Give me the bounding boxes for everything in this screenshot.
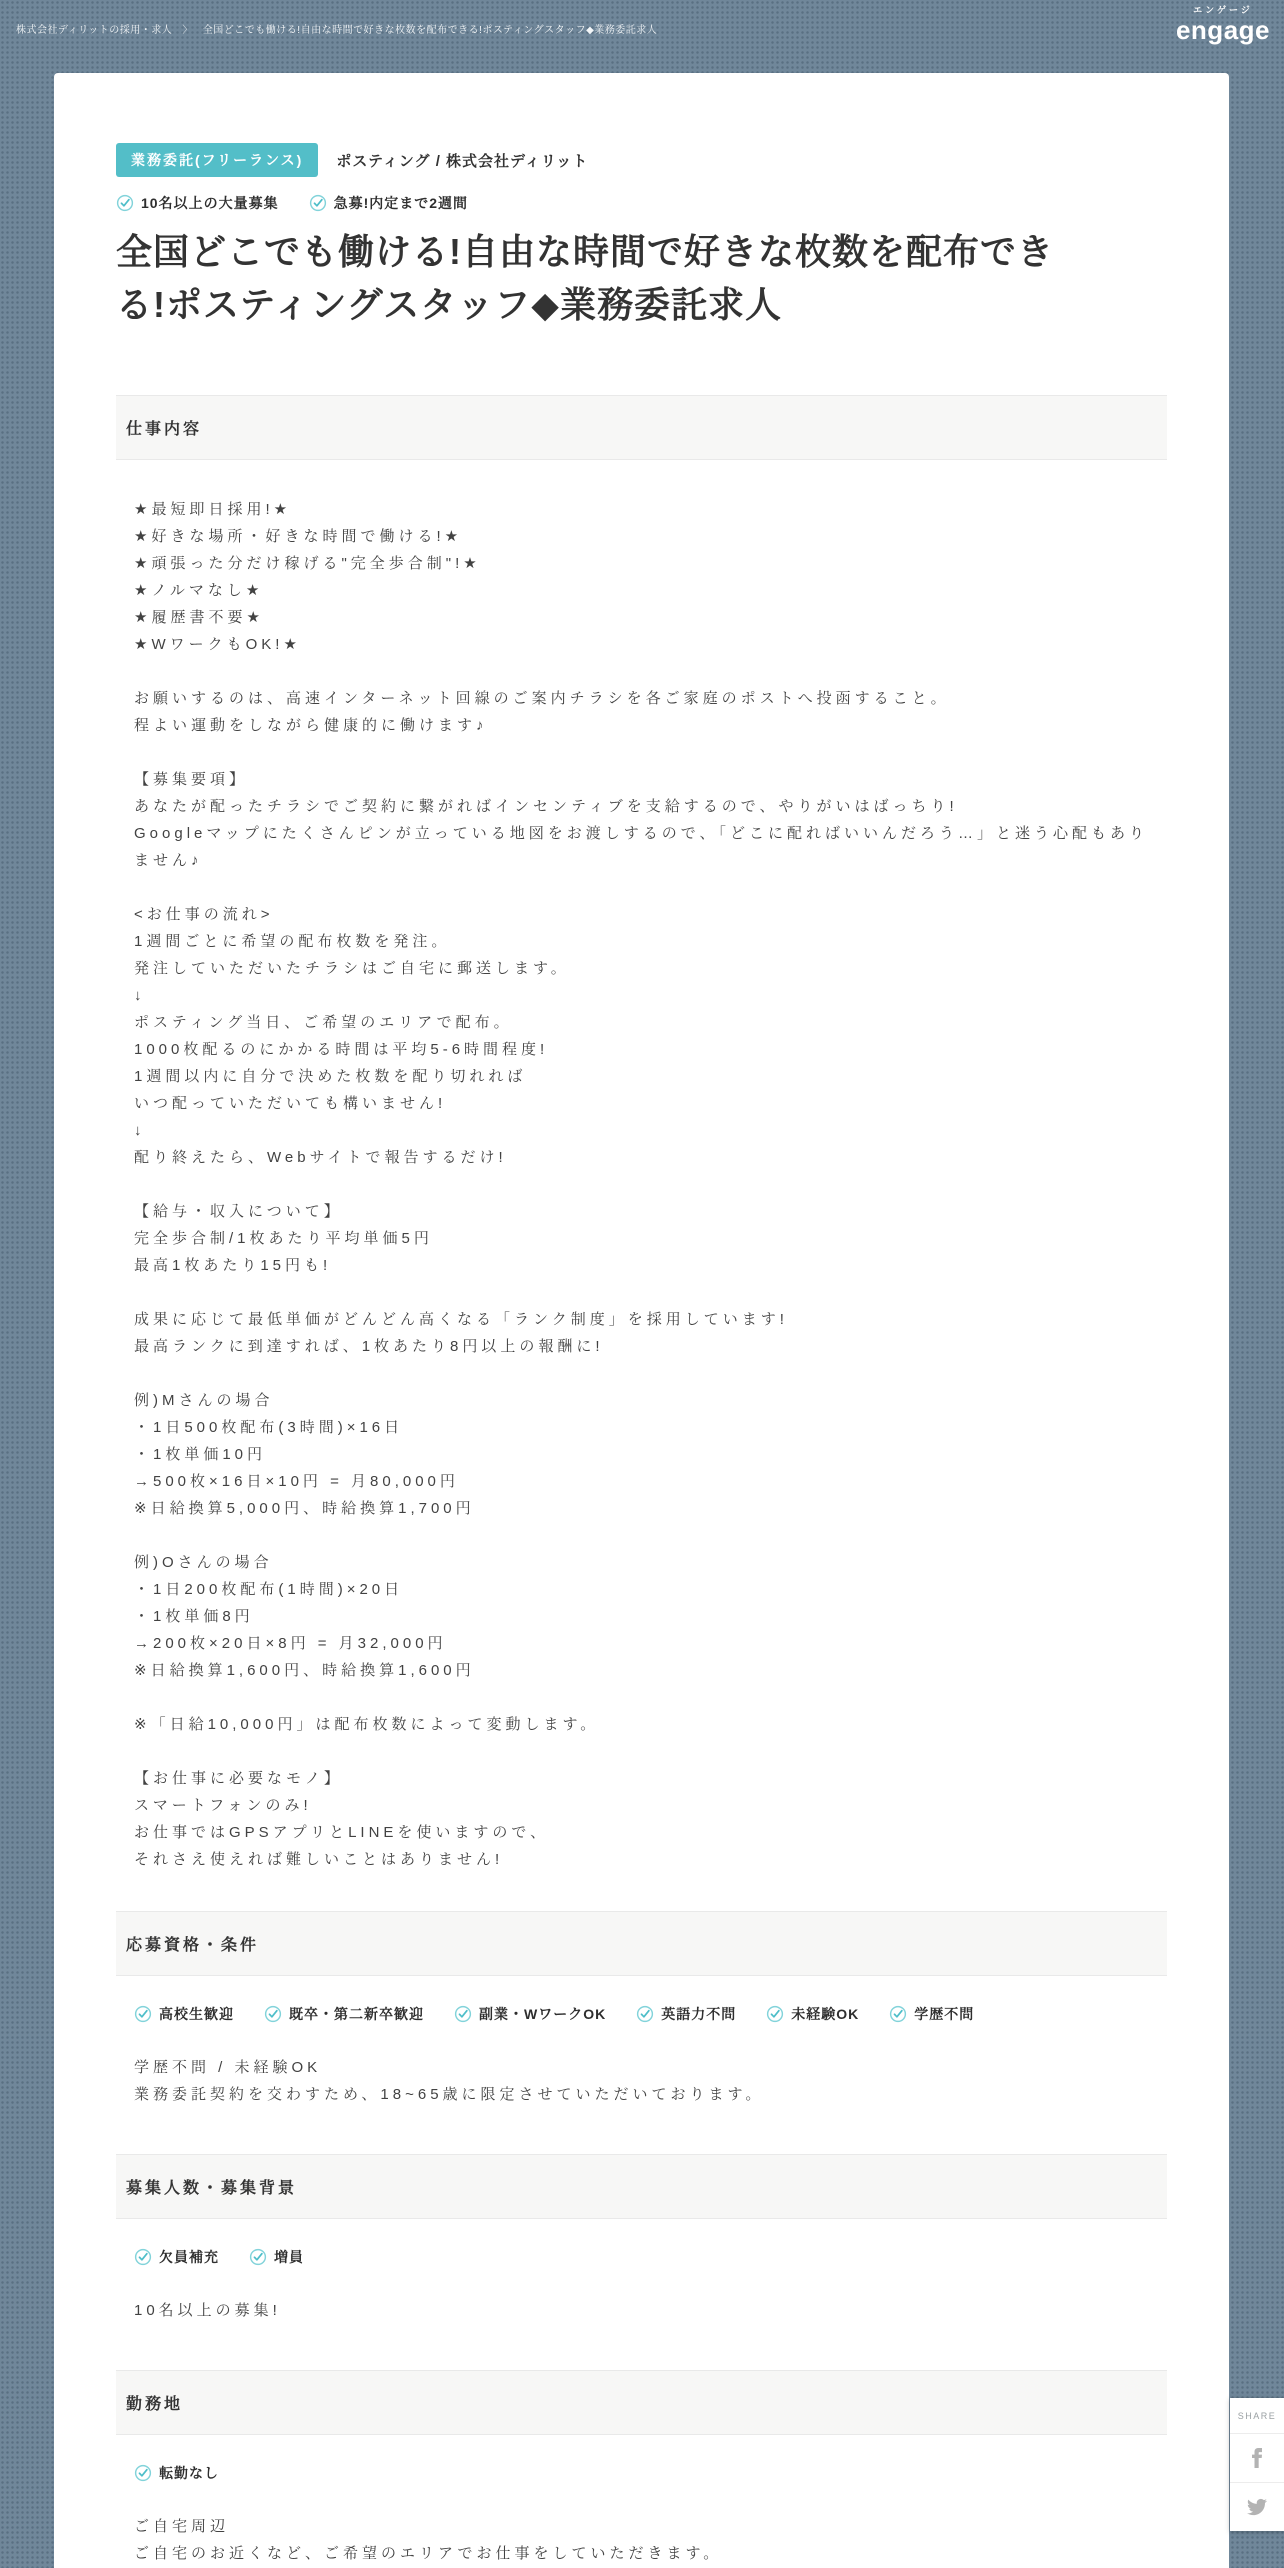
share-facebook-button[interactable] [1230,2433,1284,2482]
text-line: お願いするのは、高速インターネット回線のご案内チラシを各ご家庭のポストへ投函すること。 [134,690,950,707]
text-line: ご自宅周辺 [134,2518,230,2535]
section-location [116,2370,1167,2568]
badge-row [116,143,1167,177]
section-body [116,1976,1167,2154]
text-line: ※「日給10,000円」は配布枚数によって変動します。 [134,1716,600,1733]
facebook-icon [1247,2448,1267,2468]
engage-logo-kana: エンゲージ [1193,5,1253,15]
blank-line [134,1738,1149,1765]
tag-row [134,2463,1149,2483]
tag [134,2247,219,2267]
tag-row [134,2247,1149,2267]
text-line: いつ配っていただいても構いません! [134,1095,447,1112]
tag-label: 副業・WワークOK [479,2006,607,2022]
text-line: 配り終えたら、Webサイトで報告するだけ! [134,1149,507,1166]
text-line: 例)Oさんの場合 [134,1554,273,1571]
text-line: ★ノルマなし★ [134,582,264,599]
text-line: 1週間ごとに希望の配布枚数を発注。 [134,933,451,950]
text-line: 完全歩合制/1枚あたり平均単価5円 [134,1230,433,1247]
twitter-icon [1247,2497,1267,2517]
text-line: <お仕事の流れ> [134,906,274,923]
check-circle-icon [454,2005,472,2023]
tag-label: 学歴不問 [914,2006,975,2022]
blank-line [134,739,1149,766]
check-circle-icon [636,2005,654,2023]
blank-line [134,1684,1149,1711]
text-line: 1週間以内に自分で決めた枚数を配り切れれば [134,1068,527,1085]
text-line: ・1日500枚配布(3時間)×16日 [134,1419,404,1436]
check-circle-icon [766,2005,784,2023]
tag-label: 英語力不問 [661,2006,737,2022]
text-line: ★最短即日採用!★ [134,501,292,518]
topbar [0,0,1284,46]
text-line: ※日給換算1,600円、時給換算1,600円 [134,1662,475,1679]
blank-line [134,1360,1149,1387]
text-line: 発注していただいたチラシはご自宅に郵送します。 [134,960,570,977]
text-line: 例)Mさんの場合 [134,1392,274,1409]
tag-row [134,2004,1149,2024]
section-openings [116,2154,1167,2370]
text-line: 10名以上の募集! [134,2302,281,2319]
text-line: →500枚×16日×10円 = 月80,000円 [134,1473,459,1490]
sections [116,395,1167,2568]
tag [116,193,279,213]
text-line: ・1日200枚配布(1時間)×20日 [134,1581,404,1598]
breadcrumb-company-link[interactable]: 株式会社ディリットの採用・求人 [16,25,173,36]
section-heading: 募集人数・募集背景 [116,2154,1167,2219]
tag-label: 未経験OK [791,2006,860,2022]
text-line: ・1枚単価8円 [134,1608,254,1625]
check-circle-icon [134,2005,152,2023]
text-line: ★WワークもOK!★ [134,636,301,653]
blank-line [134,1171,1149,1198]
blank-line [134,874,1149,901]
text-line: 学歴不問 / 未経験OK [134,2059,322,2076]
breadcrumb-current: 全国どこでも働ける!自由な時間で好きな枚数を配布できる!ポスティングスタッフ◆業務委託求人 [202,25,658,36]
text-line: 【募集要項】 [134,771,249,788]
tag [454,2004,606,2024]
check-circle-icon [134,2248,152,2266]
text-line: 最高ランクに到達すれば、1枚あたり8円以上の報酬に! [134,1338,604,1355]
check-circle-icon [889,2005,907,2023]
tag-label: 急募!内定まで2週間 [333,195,469,211]
tag-label: 高校生歓迎 [159,2006,234,2022]
text-line: Googleマップにたくさんピンが立っている地図をお渡しするので、「どこに配ればいいんだろう…」と迷う心配もありません♪ [134,825,1148,869]
section-job-description [116,395,1167,1911]
tag [249,2247,304,2267]
highlight-list [116,193,1167,213]
tag-label: 欠員補充 [159,2249,219,2265]
section-body [116,2219,1167,2370]
tag-label: 既卒・第二新卒歓迎 [289,2006,424,2022]
tag [889,2004,974,2024]
tag [134,2004,234,2024]
check-circle-icon [264,2005,282,2023]
text-line: 【お仕事に必要なモノ】 [134,1770,343,1787]
text-line: →200枚×20日×8円 = 月32,000円 [134,1635,447,1652]
section-body [116,2435,1167,2568]
text-line: ↓ [134,987,146,1004]
tag [636,2004,736,2024]
check-circle-icon [249,2248,267,2266]
blank-line [134,1279,1149,1306]
section-heading: 応募資格・条件 [116,1911,1167,1976]
text-line: ポスティング当日、ご希望のエリアで配布。 [134,1014,513,1031]
share-panel [1230,2398,1284,2531]
text-line: ★頑張った分だけ稼げる"完全歩合制"!★ [134,555,481,572]
tag [309,193,468,213]
job-card [54,73,1229,2568]
share-label: SHARE [1237,2411,1277,2421]
breadcrumb [16,21,657,36]
text-line: 【給与・収入について】 [134,1203,343,1220]
text-line: お仕事ではGPSアプリとLINEを使いますので、 [134,1824,550,1841]
job-title: 全国どこでも働ける!自由な時間で好きな枚数を配布できる!ポスティングスタッフ◆業務委託求人 [116,231,1054,325]
text-line: それさえ使えれば難しいことはありません! [134,1851,504,1868]
text-line: ★履歴書不要★ [134,609,264,626]
check-circle-icon [116,194,134,212]
engage-logo-name: engage [1175,15,1270,45]
text-line: ・1枚単価10円 [134,1446,267,1463]
employment-type-badge: 業務委託(フリーランス) [116,143,318,177]
blank-line [134,1522,1149,1549]
text-line: ※日給換算5,000円、時給換算1,700円 [134,1500,475,1517]
section-heading: 勤務地 [116,2370,1167,2435]
tag-label: 10名以上の大量募集 [141,195,279,211]
section-body [116,460,1167,1911]
tag-label: 転勤なし [159,2465,219,2481]
text-line: 最高1枚あたり15円も! [134,1257,332,1274]
tag-label: 増員 [274,2249,304,2265]
section-heading: 仕事内容 [116,395,1167,460]
text-line: 成果に応じて最低単価がどんどん高くなる「ランク制度」を採用しています! [134,1311,788,1328]
blank-line [134,658,1149,685]
job-category: ポスティング / 株式会社ディリット [336,152,589,170]
text-line: ★好きな場所・好きな時間で働ける!★ [134,528,463,545]
breadcrumb-separator-icon: 〉 [182,25,193,36]
check-circle-icon [309,194,327,212]
section-requirements [116,1911,1167,2154]
text-line: 程よい運動をしながら健康的に働けます♪ [134,717,488,734]
tag [264,2004,424,2024]
tag [766,2004,859,2024]
engage-logo[interactable] [1176,6,1270,43]
text-line: ご自宅のお近くなど、ご希望のエリアでお仕事をしていただきます。 [134,2545,723,2562]
tag [134,2463,219,2483]
share-twitter-button[interactable] [1230,2482,1284,2531]
text-line: ↓ [134,1122,146,1139]
text-line: あなたが配ったチラシでご契約に繋がればインセンティブを支給するので、やりがいはばっちり! [134,798,958,815]
check-circle-icon [134,2464,152,2482]
text-line: 業務委託契約を交わすため、18~65歳に限定させていただいております。 [134,2086,765,2103]
text-line: 1000枚配るのにかかる時間は平均5-6時間程度! [134,1041,549,1058]
text-line: スマートフォンのみ! [134,1797,312,1814]
